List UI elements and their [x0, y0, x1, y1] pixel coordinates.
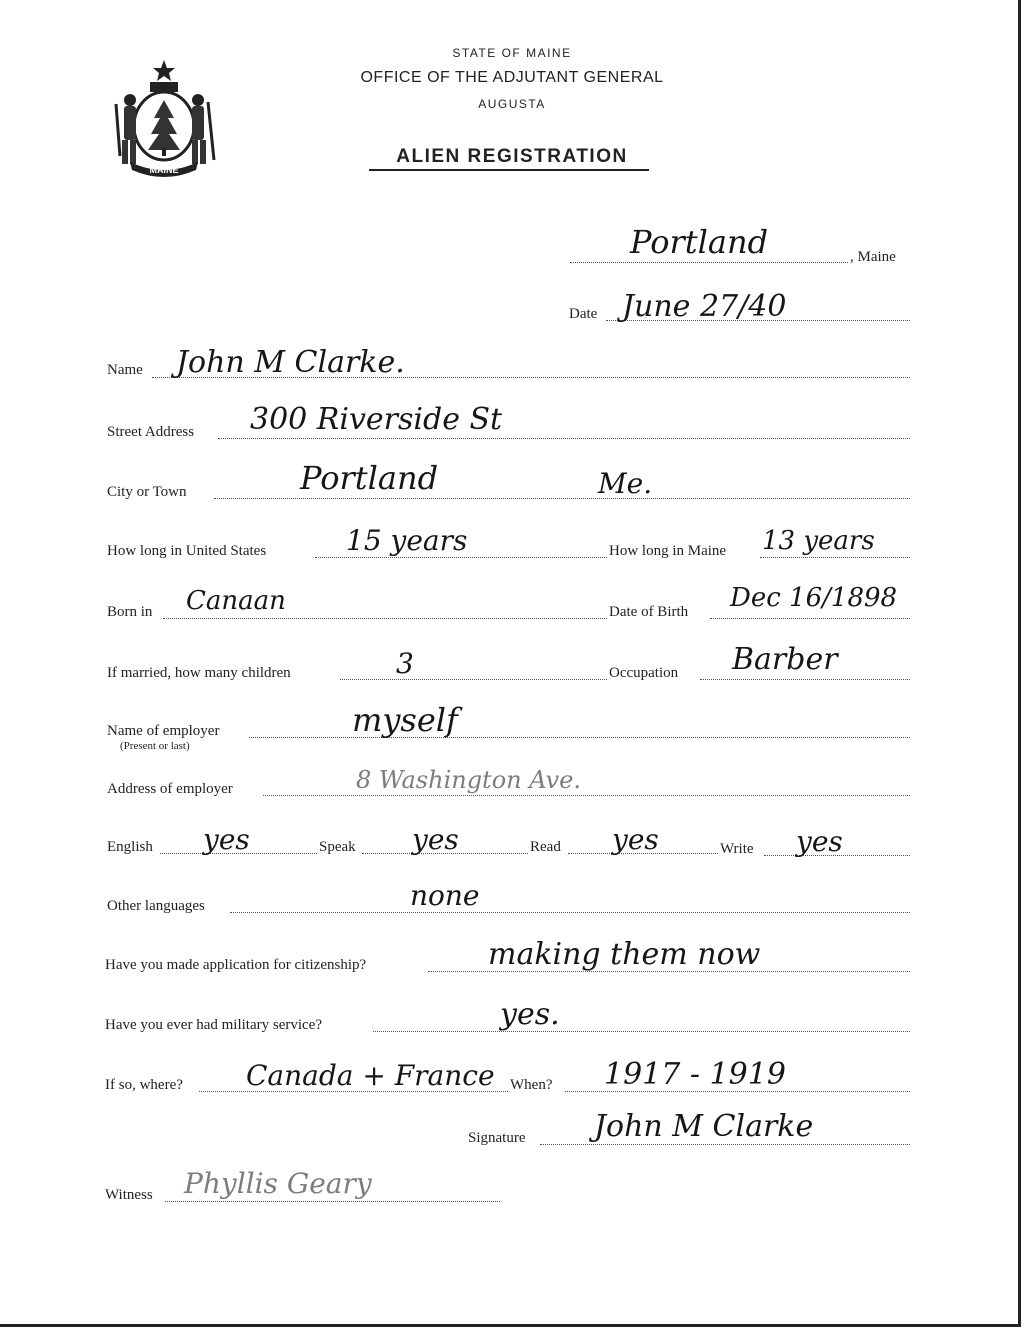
- write-label: Write: [720, 841, 754, 857]
- date-value: June 27/40: [622, 289, 787, 324]
- dob-label: Date of Birth: [609, 604, 689, 620]
- read-value: yes: [612, 823, 659, 856]
- military-label: Have you ever had military service?: [105, 1017, 322, 1033]
- where-label: If so, where?: [105, 1077, 183, 1093]
- maine-label: , Maine: [850, 249, 896, 265]
- signature-value: John M Clarke: [594, 1109, 814, 1144]
- employer-value: myself: [352, 701, 458, 739]
- witness-line: [165, 1201, 500, 1202]
- employer-address-label: Address of employer: [107, 781, 233, 797]
- when-value: 1917 - 1919: [604, 1057, 786, 1092]
- years-us-line: [315, 557, 607, 558]
- signature-line: [540, 1144, 910, 1145]
- years-maine-value: 13 years: [762, 526, 875, 556]
- city-line: [214, 498, 910, 499]
- dob-value: Dec 16/1898: [730, 583, 898, 613]
- where-value: Canada + France: [246, 1059, 495, 1092]
- employer-address-value: 8 Washington Ave.: [356, 766, 581, 794]
- city-value: Portland: [300, 459, 439, 497]
- employer-address-line: [263, 795, 910, 796]
- other-languages-label: Other languages: [107, 898, 205, 914]
- state-value: Me.: [598, 467, 653, 500]
- employer-line: [249, 737, 910, 738]
- signature-label: Signature: [468, 1130, 526, 1146]
- witness-value: Phyllis Geary: [184, 1167, 372, 1200]
- occupation-label: Occupation: [609, 665, 679, 681]
- other-languages-value: none: [410, 879, 480, 912]
- citizenship-label: Have you made application for citizenship?: [105, 957, 367, 973]
- children-label: If married, how many children: [107, 665, 291, 681]
- military-value: yes.: [500, 997, 560, 1032]
- speak-value: yes: [412, 823, 459, 856]
- when-label: When?: [510, 1077, 553, 1093]
- employer-label: Name of employer: [107, 723, 220, 739]
- name-label: Name: [107, 362, 143, 378]
- write-value: yes: [796, 825, 843, 858]
- date-label: Date: [569, 306, 598, 322]
- employer-sublabel: (Present or last): [120, 740, 190, 752]
- title-underline: [369, 169, 649, 171]
- english-value: yes: [203, 823, 250, 856]
- page-title: ALIEN REGISTRATION: [396, 146, 628, 167]
- place-value: Portland: [630, 223, 769, 261]
- children-line: [340, 679, 607, 680]
- witness-label: Witness: [105, 1187, 153, 1203]
- born-in-value: Canaan: [186, 586, 286, 616]
- occupation-line: [700, 679, 910, 680]
- read-label: Read: [530, 839, 561, 855]
- street-line: [218, 438, 910, 439]
- english-label: English: [107, 839, 153, 855]
- city-label: City or Town: [107, 484, 187, 500]
- dob-line: [710, 618, 910, 619]
- years-us-value: 15 years: [346, 524, 468, 557]
- city-heading: AUGUSTA: [478, 97, 546, 111]
- born-in-label: Born in: [107, 604, 153, 620]
- street-value: 300 Riverside St: [250, 402, 503, 437]
- seal-banner-text: MAINE: [149, 165, 179, 175]
- years-maine-line: [760, 557, 910, 558]
- place-line: [570, 262, 848, 263]
- state-heading: STATE OF MAINE: [452, 46, 572, 60]
- name-value: John M Clarke.: [176, 345, 405, 380]
- speak-label: Speak: [319, 839, 356, 855]
- street-label: Street Address: [107, 424, 195, 440]
- office-heading: OFFICE OF THE ADJUTANT GENERAL: [360, 69, 664, 86]
- military-line: [373, 1031, 910, 1032]
- born-in-line: [163, 618, 607, 619]
- citizenship-value: making them now: [488, 937, 761, 972]
- other-languages-line: [230, 912, 910, 913]
- children-value: 3: [396, 647, 414, 680]
- occupation-value: Barber: [732, 642, 838, 677]
- years-maine-label: How long in Maine: [609, 543, 727, 559]
- years-us-label: How long in United States: [107, 543, 267, 559]
